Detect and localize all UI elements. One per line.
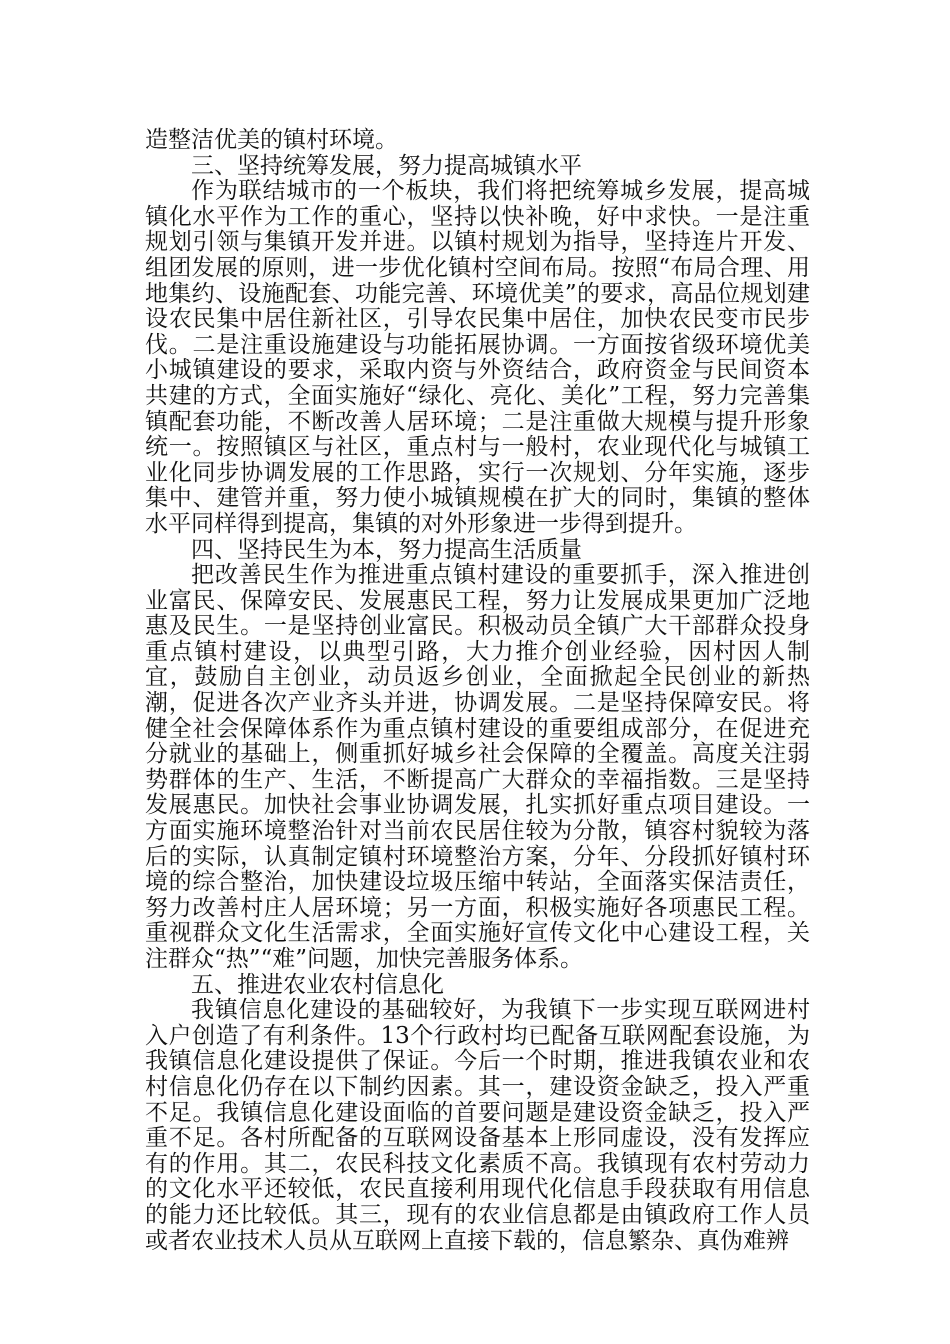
paragraph-continuation: 造整洁优美的镇村环境。 — [145, 127, 398, 153]
paragraph-body: 我镇信息化建设的基础较好，为我镇下一步实现互联网进村入户创造了有利条件。13个行政村均已配备互联网配套设施，为我镇信息化建设提供了保证。今后一个时期，推进我镇农业和农村信息化仍存在以下制约因素。其一，建设资金缺乏，投入严重不足。我镇信息化建设面临的首要问题是建设资金缺乏，投入严重不足。各村所配备的互联网设备基本上形同虚设，没有发挥应有的作用。其二，农民科技文化素质不高。我镇现有农村劳动力的文化水平还较低，农民直接利用现代化信息手段获取有用信息的能力还比较低。其三，现有的农业信息都是由镇政府工作人员或者农业技术人员从互联网上直接下载的，信息繁杂、真伪难辨 — [145, 997, 810, 1254]
paragraph-body: 作为联结城市的一个板块，我们将把统筹城乡发展，提高城镇化水平作为工作的重心，坚持以快补晚，好中求快。一是注重规划引领与集镇开发并进。以镇村规划为指导，坚持连片开发、组团发展的原则，进一步优化镇村空间布局。按照“布局合理、用地集约、设施配套、功能完善、环境优美”的要求，高品位规划建设农民集中居住新社区，引导农民集中居住，加快农民变市民步伐。二是注重设施建设与功能拓展协调。一方面按省级环境优美小城镇建设的要求，采取内资与外资结合，政府资金与民间资本共建的方式，全面实施好“绿化、亮化、美化”工程，努力完善集镇配套功能，不断改善人居环境；二是注重做大规模与提升形象统一。按照镇区与社区，重点村与一般村，农业现代化与城镇工业化同步协调发展的工作思路，实行一次规划、分年实施，逐步集中、建管并重，努力使小城镇规模在扩大的同时，集镇的整体水平同样得到提高，集镇的对外形象进一步得到提升。 — [145, 178, 810, 537]
section-heading-4: 四、坚持民生为本，努力提高生活质量 — [191, 536, 582, 563]
section-heading-5: 五、推进农业农村信息化 — [191, 971, 444, 998]
section-heading-3: 三、坚持统筹发展，努力提高城镇水平 — [191, 152, 582, 179]
document-page — [145, 128, 810, 1254]
paragraph-body: 把改善民生作为推进重点镇村建设的重要抓手，深入推进创业富民、保障安民、发展惠民工程，努力让发展成果更加广泛地惠及民生。一是坚持创业富民。积极动员全镇广大干部群众投身重点镇村建设，以典型引路，大力推介创业经验，因村因人制宜，鼓励自主创业，动员返乡创业，全面掀起全民创业的新热潮，促进各次产业齐头并进，协调发展。二是坚持保障安民。将健全社会保障体系作为重点镇村建设的重要组成部分，在促进充分就业的基础上，侧重抓好城乡社会保障的全覆盖。高度关注弱势群体的生产、生活，不断提高广大群众的幸福指数。三是坚持发展惠民。加快社会事业协调发展，扎实抓好重点项目建设。一方面实施环境整治针对当前农民居住较为分散，镇容村貌较为落后的实际，认真制定镇村环境整治方案，分年、分段抓好镇村环境的综合整治，加快建设垃圾压缩中转站，全面落实保洁责任，努力改善村庄人居环境；另一方面，积极实施好各项惠民工程。重视群众文化生活需求，全面实施好宣传文化中心建设工程，关注群众“热”“难”问题，加快完善服务体系。 — [145, 562, 810, 972]
